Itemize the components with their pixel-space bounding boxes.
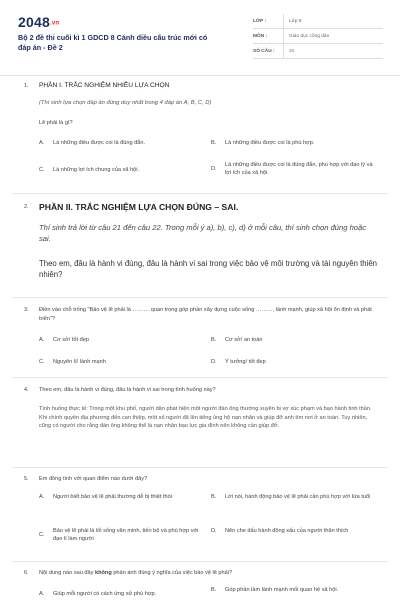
question-number: 1.: [24, 83, 29, 89]
option-b[interactable]: [211, 586, 379, 594]
option-b[interactable]: [211, 139, 379, 147]
question-emphasis: không: [94, 570, 112, 576]
logo-tld: .vn: [49, 20, 60, 27]
question-2: [24, 202, 380, 294]
question-4: [24, 386, 380, 462]
question-text-part: Nội dung nào sau đây: [39, 570, 95, 576]
meta-value: Giáo dục công dân: [283, 29, 383, 43]
option-text: Cơ sở/ tốt đẹp: [53, 337, 89, 343]
option-text: Lời nói, hành động bảo vệ lẽ phải cần phù hợp với lứa tuổi: [225, 494, 371, 500]
question-text: Theo em, đâu là hành vi đúng, đâu là hành vi sai trong việc bảo vệ môi trường và tài nguyên thiên nhiên?: [39, 259, 378, 280]
option-letter: B.: [211, 337, 217, 343]
option-d[interactable]: [211, 358, 379, 366]
option-letter: C.: [39, 359, 45, 365]
scenario-text: Tình huống thực tế: Trong một khu phố, người dân phát hiện một người đàn ông thường xuyên bị vợ xúc phạm và bạo hành tinh thần. Khi chính quyền địa phương đến can thiệp, một số người đã lên tiếng ủng hộ nạn nhân và giúp đỡ anh tìm nơi ở an toàn. Tuy nhiên, cũng có người cho rằng đàn ông không thể là nạn nhân bạo lực gia đình nên không cần giúp đỡ.: [39, 406, 372, 430]
divider: [12, 467, 388, 468]
instruction: Thí sinh trả lời từ câu 21 đến câu 22. Trong mỗi ý a), b), c), d) ở mỗi câu, thí sinh chọn đúng hoặc sai.: [39, 223, 367, 243]
meta-key: SỐ CÂU :: [253, 48, 275, 54]
question-number: 5.: [24, 476, 29, 482]
option-text: Ý tưởng/ tốt đẹp: [225, 359, 266, 365]
question-number: 6.: [24, 570, 29, 576]
question-body: [39, 202, 379, 294]
meta-key: LỚP :: [253, 18, 267, 24]
option-letter: D.: [211, 528, 217, 534]
question-number: 3.: [24, 307, 29, 313]
question-3: [24, 306, 380, 372]
option-a[interactable]: [39, 139, 204, 147]
divider: [12, 561, 388, 562]
option-letter: B.: [211, 494, 217, 500]
section-heading: PHẦN II. TRẮC NGHIỆM LỰA CHỌN ĐÚNG – SAI.: [39, 202, 239, 212]
question-text-part: phản ánh đúng ý nghĩa của việc bảo vệ lẽ phải?: [111, 570, 233, 576]
question-6: [24, 569, 380, 600]
option-letter: A.: [39, 494, 45, 500]
option-c[interactable]: [39, 166, 204, 174]
question-number: 4.: [24, 387, 29, 393]
question-text: Lẽ phải là gì?: [39, 120, 73, 126]
question-number: 2.: [24, 204, 29, 210]
option-c[interactable]: [39, 527, 204, 544]
question-body: [39, 306, 379, 372]
option-letter: C.: [39, 167, 45, 173]
question-body: [39, 386, 379, 462]
meta-row-count: [253, 44, 383, 59]
site-logo[interactable]: [18, 14, 59, 30]
option-a[interactable]: [39, 493, 204, 501]
meta-value: Lớp 8: [283, 14, 383, 28]
option-text: Là những điều được coi là đúng đắn, phù hợp với đạo lý và lợi ích của xã hội.: [225, 162, 373, 177]
option-text: Là những điều được coi là đúng đắn.: [53, 140, 146, 146]
meta-value: 31: [283, 44, 383, 58]
section-heading: PHẦN I. TRẮC NGHIỆM NHIỀU LỰA CHỌN: [39, 82, 170, 89]
question-1: [24, 82, 380, 186]
option-letter: B.: [211, 587, 217, 593]
question-text: Em đồng tình với quan điểm nào dưới đây?: [39, 476, 148, 482]
question-text: [39, 569, 379, 578]
option-letter: A.: [39, 140, 45, 146]
option-letter: A.: [39, 337, 45, 343]
question-5: [24, 475, 380, 557]
option-d[interactable]: [211, 161, 379, 178]
question-body: [39, 82, 379, 186]
option-text: Là những điều được coi là phù hợp.: [225, 140, 315, 146]
question-text: Điền vào chỗ trống "Bảo vệ lẽ phải là ……… quan trọng góp phần xây dựng cuộc sống ………, lành mạnh, giúp xã hội ổn định và phát triển"?: [39, 307, 372, 322]
option-text: Bảo vệ lẽ phải là lối sống văn minh, tiến bộ và phù hợp với đạo lí làm người: [53, 528, 199, 543]
meta-table: [253, 14, 383, 59]
option-text: Góp phần làm lành mạnh mối quan hệ xã hội.: [225, 587, 339, 593]
option-text: Là những lợi ích chung của xã hội.: [53, 167, 140, 173]
option-b[interactable]: [211, 336, 379, 344]
header: [18, 14, 382, 74]
option-text: Giúp mỗi người có cách ứng xử phù hợp.: [53, 591, 157, 597]
question-body: [39, 475, 379, 557]
meta-key: MÔN :: [253, 33, 268, 39]
meta-row-class: [253, 14, 383, 29]
option-d[interactable]: [211, 527, 379, 535]
document-title: Bộ 2 đề thi cuối kì 1 GDCD 8 Cánh diều cấu trúc mới có đáp án - Đề 2: [18, 33, 208, 52]
option-letter: D.: [211, 166, 217, 173]
instruction: (Thí sinh lựa chọn đáp án đúng duy nhất trong 4 đáp án A, B, C, D): [39, 100, 212, 106]
option-text: Nguyên lí/ lành mạnh: [53, 359, 106, 365]
divider: [12, 377, 388, 378]
meta-row-subject: [253, 29, 383, 44]
option-text: Nên che dấu hành động xấu của người thân thích: [225, 528, 349, 534]
option-b[interactable]: [211, 493, 379, 501]
option-a[interactable]: [39, 590, 204, 598]
option-text: Cơ sở/ an toàn: [225, 337, 263, 343]
option-letter: B.: [211, 140, 217, 146]
divider: [12, 193, 388, 194]
option-a[interactable]: [39, 336, 204, 344]
divider: [12, 297, 388, 298]
question-text: Theo em, đâu là hành vi đúng, đâu là hành vi sai trong tình huống này?: [39, 387, 216, 393]
logo-text: 2048: [18, 14, 50, 30]
option-letter: A.: [39, 591, 45, 597]
option-text: Người biết bảo vệ lẽ phải thường dễ bị thiệt thòi: [53, 494, 173, 500]
option-c[interactable]: [39, 358, 204, 366]
question-body: [39, 569, 379, 600]
option-letter: D.: [211, 359, 217, 365]
option-letter: C.: [39, 532, 45, 539]
header-divider: [0, 75, 400, 76]
